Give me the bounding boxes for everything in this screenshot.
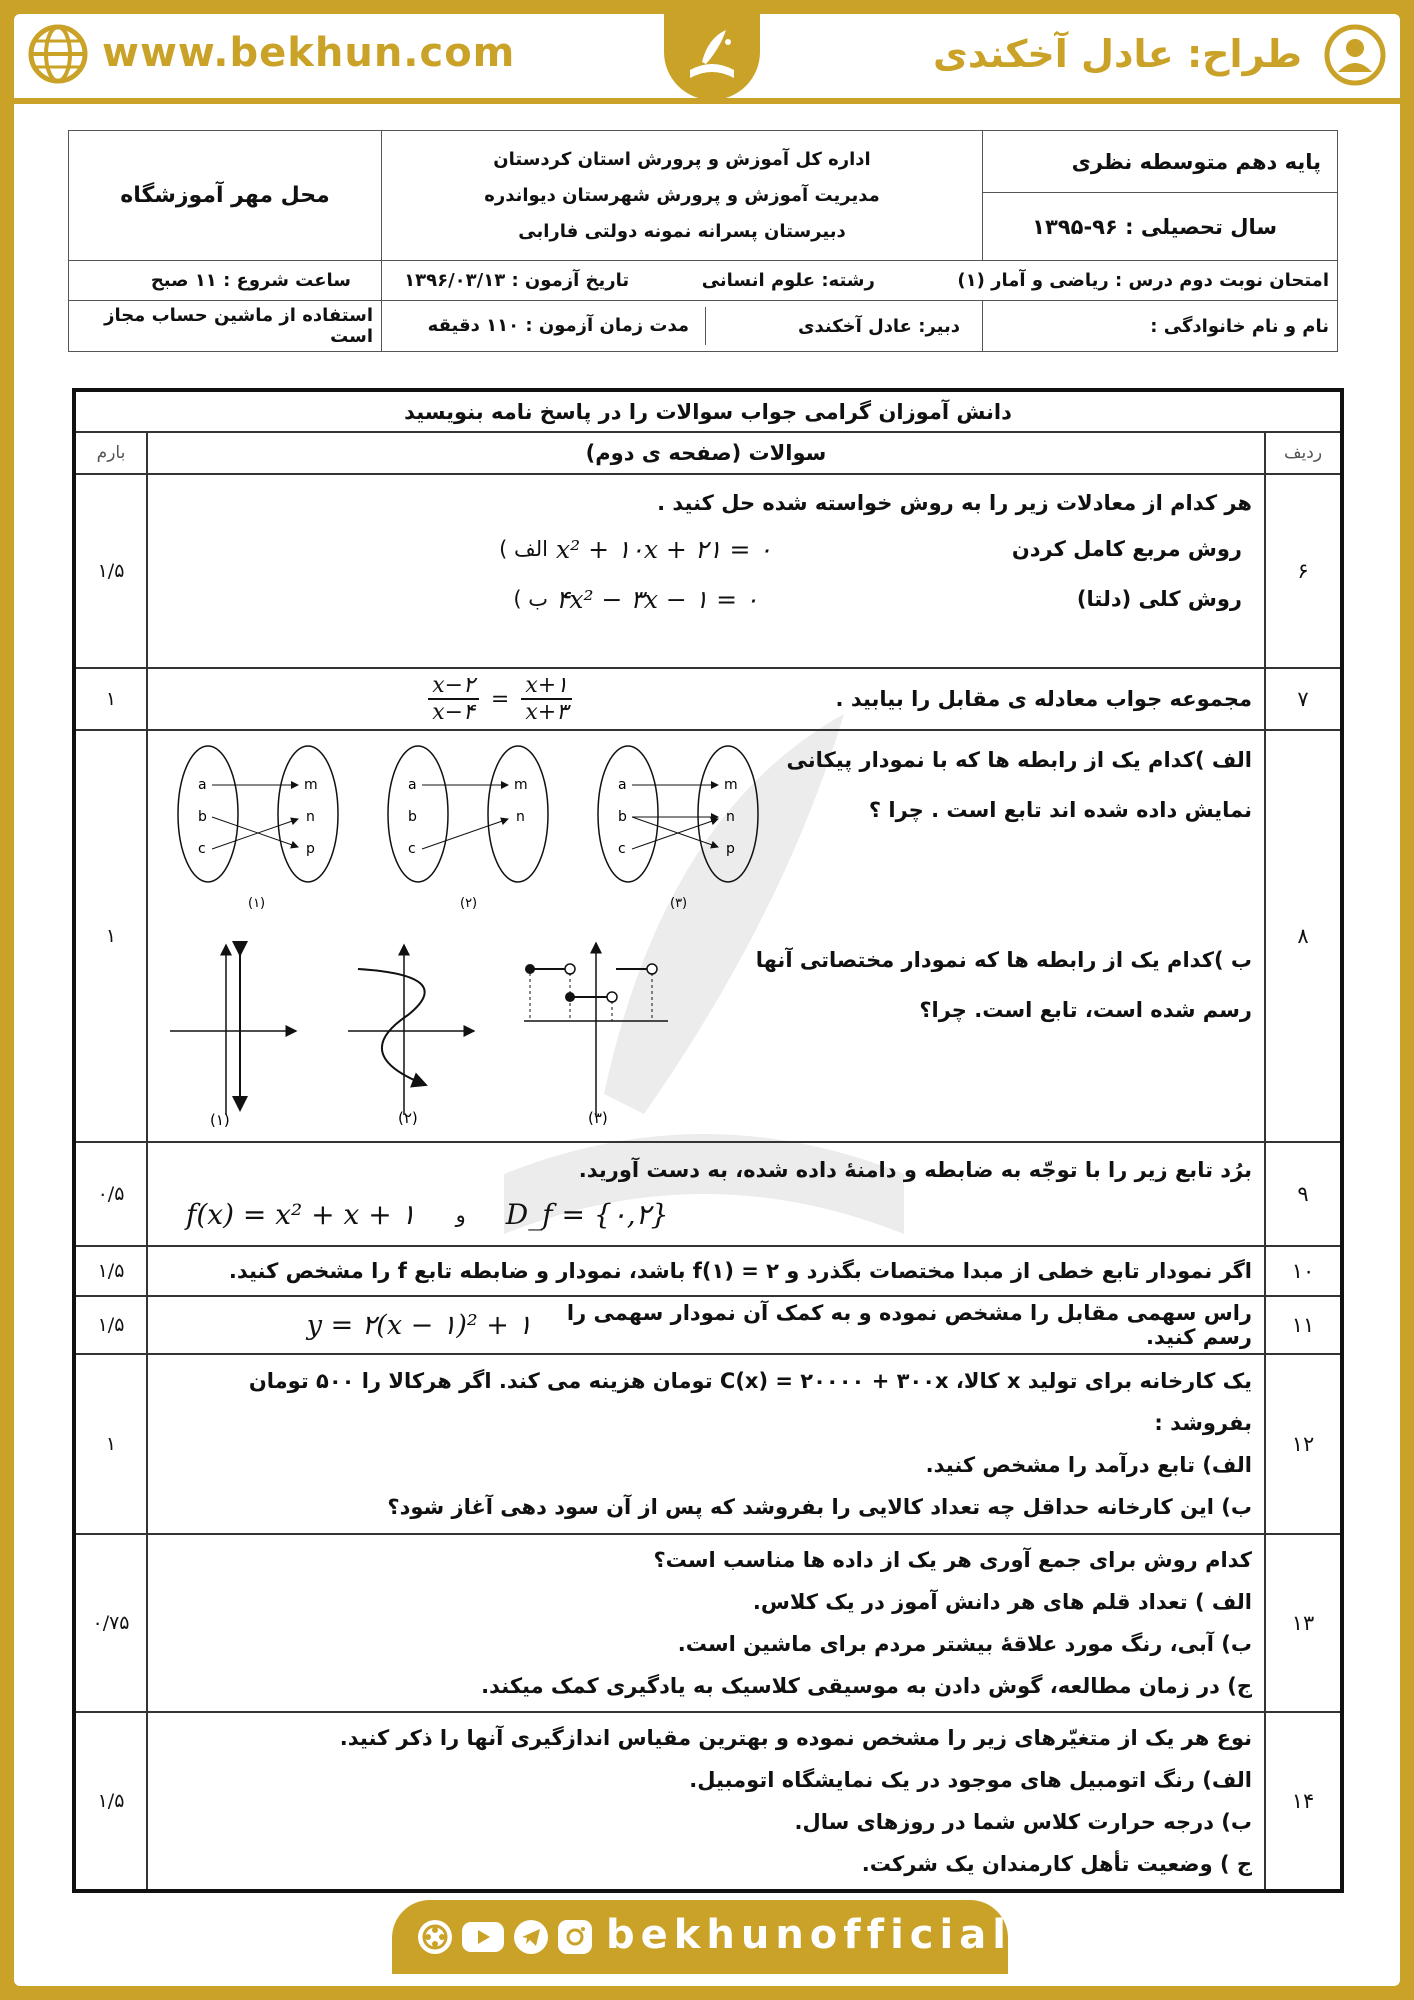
question-row: [74, 668, 1342, 730]
domain-element: b: [618, 809, 627, 825]
domain-element: b: [198, 809, 207, 825]
coordinate-graph-2: [348, 945, 474, 1127]
question-number: ۱۱: [1265, 1296, 1342, 1354]
range-element: m: [514, 777, 528, 793]
question-number: ۹: [1265, 1142, 1342, 1246]
arrow-diagrams: [168, 739, 788, 919]
column-header-questions: سوالات (صفحه ی دوم): [147, 432, 1265, 474]
question-text: هر کدام از معادلات زیر را به روش خواسته شده حل کنید .: [657, 491, 1252, 515]
question-text: اگر نمودار تابع خطی از مبدا مختصات بگذرد و f(۱) = ۲ باشد، نمودار و ضابطه تابع f را مشخص کنید.: [147, 1246, 1265, 1296]
start-time: ساعت شروع : ۱۱ صبح: [69, 261, 382, 301]
question-row: [74, 1534, 1342, 1712]
fraction-denominator: x−۴: [432, 700, 475, 725]
question-content: [147, 1354, 1265, 1534]
question-text-part-a: [786, 735, 1252, 835]
domain-element: c: [198, 841, 206, 857]
brand-logo: [664, 14, 760, 100]
domain-element: a: [618, 777, 627, 793]
designer-credit: طراح: عادل آخکندی: [933, 32, 1302, 76]
question-score: ۱: [74, 1354, 147, 1534]
fraction-denominator: x+۳: [525, 700, 568, 725]
question-number: ۸: [1265, 730, 1342, 1142]
globe-icon: [28, 24, 88, 84]
method-label: روش کلی (دلتا): [1076, 587, 1242, 611]
question-line: ب )کدام یک از رابطه ها که نمودار مختصاتی آنها: [755, 948, 1252, 972]
question-line: نوع هر یک از متغیّرهای زیر را مشخص نموده و بهترین مقیاس اندازگیری آنها را ذکر کنید.: [339, 1726, 1252, 1750]
question-number: ۱۳: [1265, 1534, 1342, 1712]
fraction-numerator: x−۲: [428, 673, 479, 700]
diagram-label: (۳): [670, 896, 688, 911]
domain-element: a: [408, 777, 417, 793]
youtube-icon[interactable]: [462, 1922, 504, 1952]
question-line: بفروشد :: [1154, 1411, 1252, 1435]
telegram-icon[interactable]: [514, 1920, 548, 1954]
diagram-label: (۱): [248, 896, 266, 911]
social-footer: [392, 1900, 1012, 1974]
range-element: n: [306, 809, 315, 825]
question-line: ج ) وضعیت تأهل کارمندان یک شرکت.: [861, 1852, 1252, 1876]
arrow-diagram-3: [598, 746, 758, 911]
question-number: ۶: [1265, 474, 1342, 668]
column-header-row: ردیف: [1265, 432, 1342, 474]
question-line: ج) در زمان مطالعه، گوش دادن به موسیقی کلاسیک به یادگیری کمک میکند.: [481, 1674, 1252, 1698]
brand-header: [14, 14, 1400, 100]
question-number: ۷: [1265, 668, 1342, 730]
fraction-numerator: x+۱: [521, 673, 572, 700]
range-element: n: [516, 809, 525, 825]
question-line: ب) آبی، رنگ مورد علاقۀ بیشتر مردم برای ماشین است.: [677, 1632, 1252, 1656]
question-content: [147, 474, 1265, 668]
column-header-score: بارم: [74, 432, 147, 474]
teacher-name: دبیر: عادل آخکندی: [797, 315, 960, 337]
question-line: نمایش داده شده اند تابع است . چرا ؟: [868, 798, 1252, 822]
school-stamp-area: محل مهر آموزشگاه: [69, 131, 382, 261]
question-score: ۰/۵: [74, 1142, 147, 1246]
question-line: ب) درجه حرارت کلاس شما در روزهای سال.: [794, 1810, 1252, 1834]
part-label: ب ): [513, 587, 548, 611]
instructions-banner: دانش آموزان گرامی جواب سوالات را در پاسخ نامه بنویسید: [74, 390, 1342, 432]
question-score: ۱/۵: [74, 474, 147, 668]
question-number: ۱۰: [1265, 1246, 1342, 1296]
range-element: p: [726, 841, 735, 857]
header-divider: [14, 98, 1400, 104]
question-content: [147, 1142, 1265, 1246]
question-line: ب) این کارخانه حداقل چه تعداد کالایی را بفروشد که پس از آن سود دهی آغاز شود؟: [387, 1495, 1252, 1519]
range-element: m: [724, 777, 738, 793]
student-name-field: نام و نام خانوادگی :: [983, 301, 1338, 352]
question-line: یک کارخانه برای تولید x کالا، C(x) = ۲۰۰۰۰ + ۳۰۰x تومان هزینه می کند. اگر هرکالا را ۵۰۰ تومان: [248, 1369, 1252, 1393]
question-text: برُد تابع زیر را با توجّه به ضابطه و دامنۀ داده شده، به دست آورید.: [578, 1157, 1252, 1182]
diagram-label: (۲): [460, 896, 478, 911]
question-line: الف )کدام یک از رابطه ها که با نمودار پیکانی: [786, 748, 1252, 772]
question-line: الف) تابع درآمد را مشخص کنید.: [925, 1453, 1252, 1477]
question-row: [74, 1712, 1342, 1891]
question-content: [147, 668, 1265, 730]
school-year: سال تحصیلی : ۹۶-۱۳۹۵: [983, 193, 1338, 261]
exam-duration: مدت زمان آزمون : ۱۱۰ دقیقه: [428, 307, 706, 345]
organization-block: [382, 131, 983, 261]
domain-element: c: [618, 841, 626, 857]
graph-label: (۳): [588, 1109, 608, 1127]
function-formula: f(x) = x² + x + ۱: [186, 1198, 416, 1231]
questions-table: [72, 388, 1344, 1893]
exam-info-row: [382, 261, 1338, 301]
exam-header-table: [68, 130, 1338, 352]
question-content: [147, 1712, 1265, 1891]
arrow-diagram-2: [388, 746, 548, 911]
org-line-3: دبیرستان پسرانه نمونه دولتی فارابی: [518, 220, 846, 242]
org-line-2: مدیریت آموزش و پرورش شهرستان دیواندره: [484, 184, 880, 206]
question-score: ۱/۵: [74, 1712, 147, 1891]
question-line: الف ) تعداد قلم های هر دانش آموز در یک کلاس.: [752, 1590, 1252, 1614]
coordinate-graph-1: [170, 945, 296, 1129]
question-row: [74, 730, 1342, 1142]
method-label: روش مربع کامل کردن: [1011, 537, 1242, 561]
domain-element: c: [408, 841, 416, 857]
question-text-part-b: [756, 935, 1252, 1035]
coordinate-graph-3: [524, 943, 668, 1127]
question-row: [74, 1354, 1342, 1534]
question-score: ۱/۵: [74, 1246, 147, 1296]
website-link[interactable]: www.bekhun.com: [102, 30, 516, 76]
coordinate-graphs: [168, 935, 788, 1135]
user-icon: [1324, 24, 1386, 86]
question-text: راس سهمی مقابل را مشخص نموده و به کمک آن نمودار سهمی را رسم کنید.: [566, 1301, 1252, 1349]
equation: ۴x² − ۳x − ۱ = ۰: [556, 584, 759, 614]
book-logo-icon: [682, 20, 742, 92]
page: [14, 14, 1400, 1986]
question-content: [147, 1296, 1265, 1354]
part-label: الف ): [499, 537, 548, 561]
instagram-icon[interactable]: [558, 1920, 592, 1954]
graph-label: (۲): [398, 1109, 418, 1127]
question-score: ۱: [74, 668, 147, 730]
teacher-duration-cell: [382, 301, 983, 352]
question-line: کدام روش برای جمع آوری هر یک از داده ها مناسب است؟: [653, 1548, 1252, 1572]
range-element: p: [306, 841, 315, 857]
range-element: n: [726, 809, 735, 825]
question-score: ۱/۵: [74, 1296, 147, 1354]
calculator-note: استفاده از ماشین حساب مجاز است: [69, 301, 382, 352]
question-number: ۱۴: [1265, 1712, 1342, 1891]
exam-date: تاریخ آزمون : ۱۳۹۶/۰۳/۱۳: [404, 270, 630, 291]
domain-element: a: [198, 777, 207, 793]
question-score: ۰/۷۵: [74, 1534, 147, 1712]
arrow-diagram-1: [178, 746, 338, 911]
grade-label: پایه دهم متوسطه نظری: [983, 131, 1338, 193]
equation: x² + ۱۰x + ۲۱ = ۰: [556, 534, 772, 564]
parabola-equation: y = ۲(x − ۱)² + ۱: [306, 1309, 532, 1341]
question-line: الف) رنگ اتومبیل های موجود در یک نمایشگاه اتومبیل.: [689, 1768, 1252, 1792]
question-content: [147, 730, 1265, 1142]
org-line-1: اداره کل آموزش و پرورش استان کردستان: [493, 148, 871, 170]
question-score: ۱: [74, 730, 147, 1142]
social-handle[interactable]: bekhunofficial: [606, 1912, 1012, 1958]
range-element: m: [304, 777, 318, 793]
question-row: [74, 474, 1342, 668]
exam-field: رشته: علوم انسانی: [701, 270, 875, 291]
question-row: [74, 1246, 1342, 1296]
aparat-icon[interactable]: [418, 1920, 452, 1954]
fraction-equation: $\frac{x-۲}{x-۴}$ = $\frac{x+۱}{x+۳}$: [428, 673, 572, 725]
conjunction: و: [455, 1202, 466, 1227]
graph-label: (۱): [210, 1111, 230, 1129]
function-domain: D_f = {۰,۲}: [505, 1198, 669, 1231]
question-line: رسم شده است، تابع است. چرا؟: [919, 998, 1252, 1022]
exam-title: امتحان نوبت دوم درس : ریاضی و آمار (۱): [957, 270, 1329, 291]
question-content: [147, 1534, 1265, 1712]
domain-element: b: [408, 809, 417, 825]
question-text: مجموعه جواب معادله ی مقابل را بیابید .: [835, 687, 1252, 711]
question-row: [74, 1142, 1342, 1246]
question-number: ۱۲: [1265, 1354, 1342, 1534]
question-row: [74, 1296, 1342, 1354]
